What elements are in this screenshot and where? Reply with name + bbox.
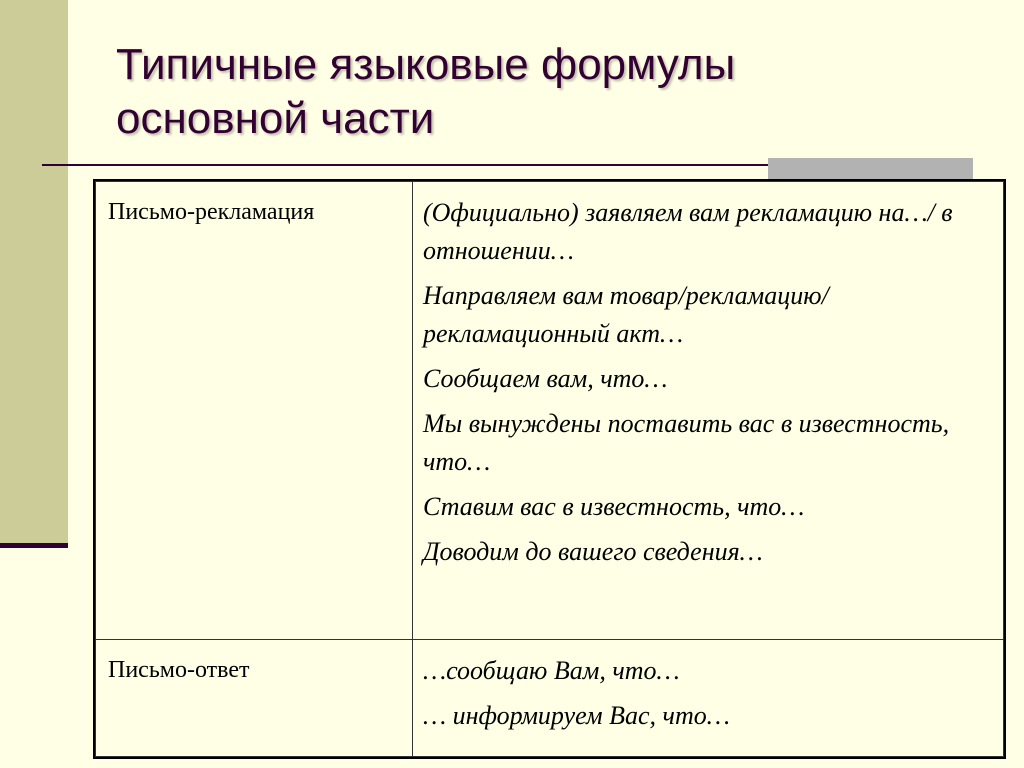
title-line-1: Типичные языковые формулы bbox=[116, 40, 736, 89]
formulas-table-grid bbox=[95, 181, 1004, 757]
letter-type-cell bbox=[96, 640, 413, 757]
letter-type-cell bbox=[96, 182, 413, 640]
phrase: Доводим до вашего сведения… bbox=[423, 537, 763, 566]
left-decor-bar bbox=[0, 0, 68, 545]
title-line-2: основной части bbox=[116, 94, 435, 143]
phrase: …сообщаю Вам, что… bbox=[423, 656, 680, 685]
letter-type-label: Письмо-рекламация bbox=[108, 199, 315, 225]
phrase: Ставим вас в известность, что… bbox=[423, 492, 805, 521]
letter-type-label: Письмо-ответ bbox=[108, 657, 250, 683]
phrase: Направляем вам товар/рекламацию/рекламационный акт… bbox=[423, 281, 829, 348]
phrase: (Официально) заявляем вам рекламацию на…/ в отношении… bbox=[423, 198, 953, 265]
phrase: Мы вынуждены поставить вас в известность, что… bbox=[423, 409, 950, 476]
phrase: Сообщаем вам, что… bbox=[423, 364, 668, 393]
left-decor-line bbox=[0, 543, 68, 548]
phrases-cell bbox=[413, 182, 1004, 640]
phrase: … информируем Вас, что… bbox=[423, 701, 730, 730]
table-row bbox=[96, 640, 1004, 757]
slide-title bbox=[116, 38, 976, 146]
phrases-cell bbox=[413, 640, 1004, 757]
title-accent-block bbox=[768, 158, 973, 180]
formulas-table bbox=[93, 179, 1006, 759]
table-row bbox=[96, 182, 1004, 640]
